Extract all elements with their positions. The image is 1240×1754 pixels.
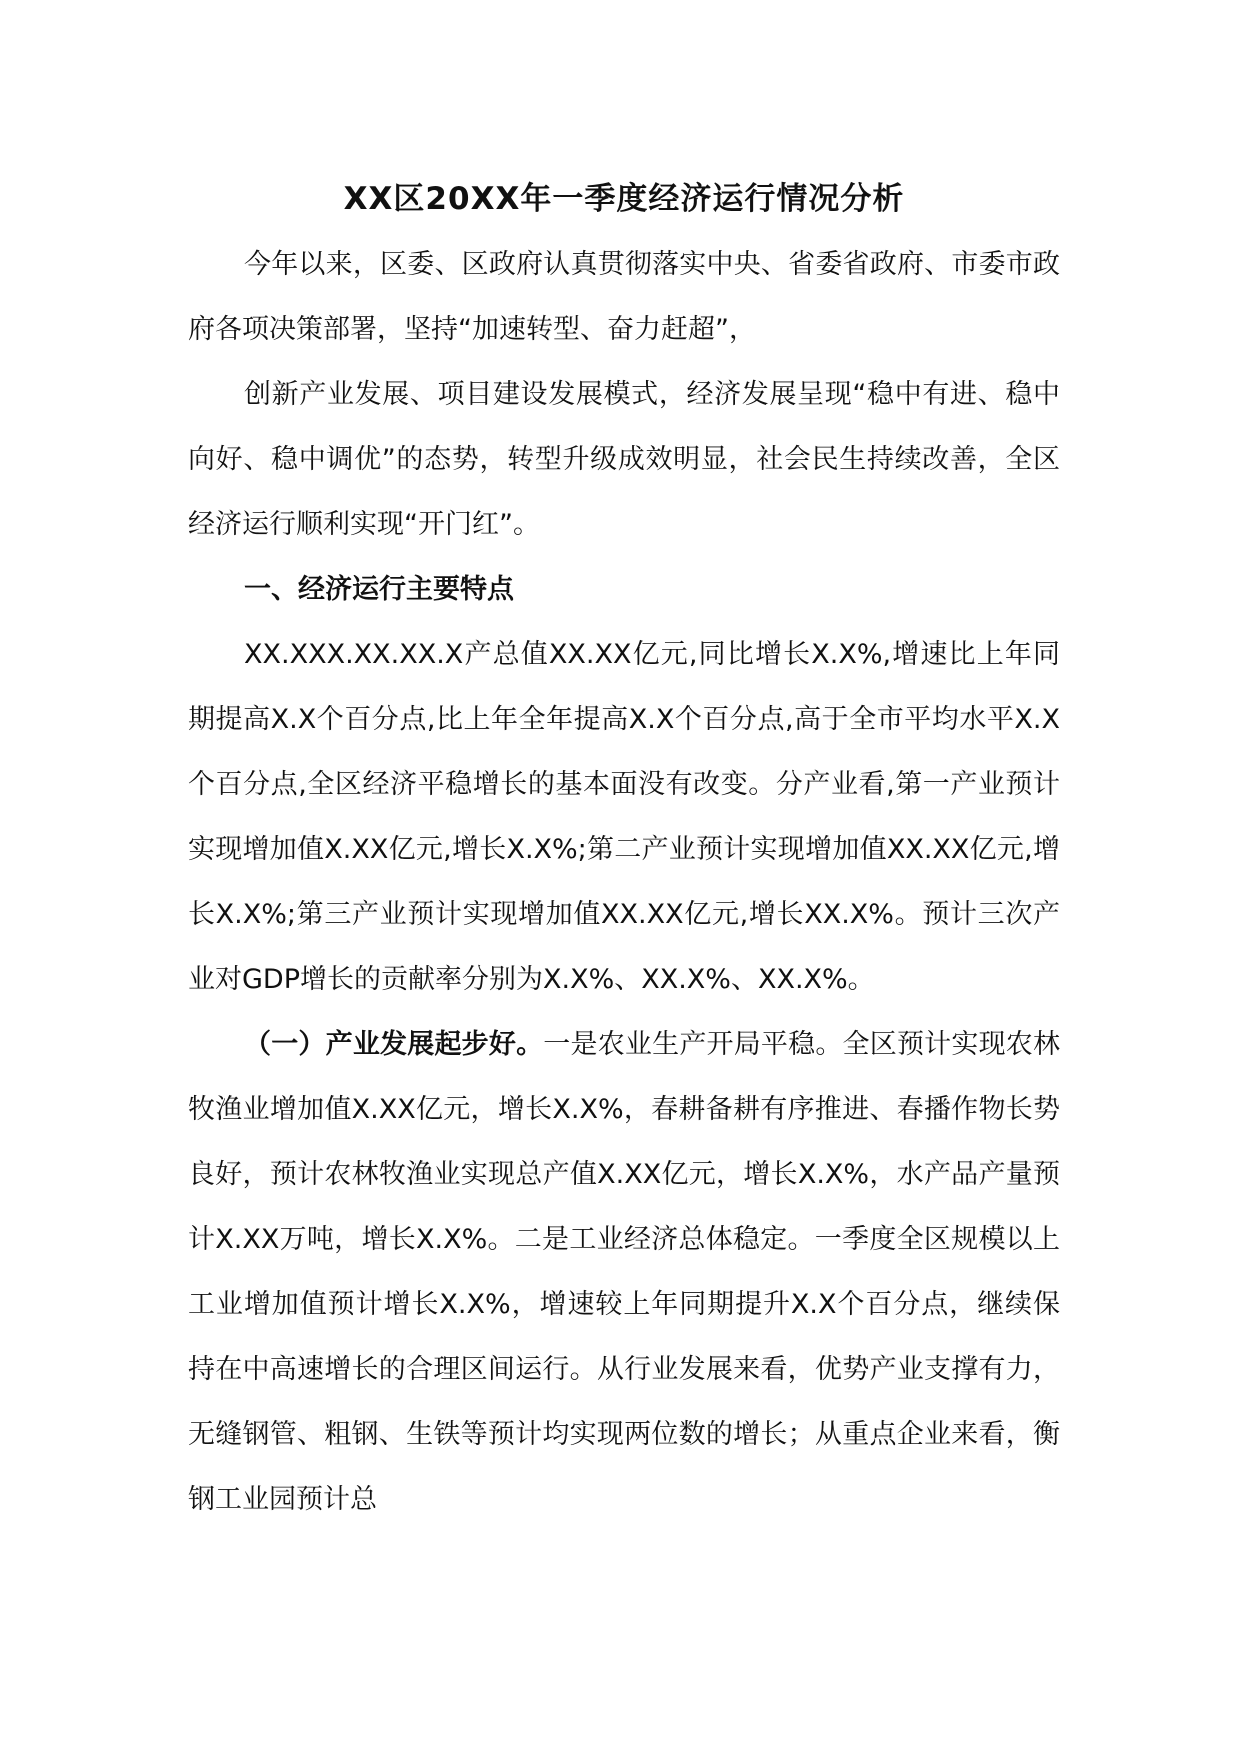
paragraph-intro-2: 创新产业发展、项目建设发展模式，经济发展呈现“稳中有进、稳中向好、稳中调优”的态势，转型升级成效明显，社会民生持续改善，全区经济运行顺利实现“开门红”。 [188, 379, 1060, 540]
subsection-heading-1: （一）产业发展起步好。 [244, 1029, 544, 1060]
document-page [188, 170, 1060, 1532]
document-title: XX区20XX年一季度经济运行情况分析 [343, 181, 905, 217]
paragraph-intro-1: 今年以来，区委、区政府认真贯彻落实中央、省委省政府、市委市政府各项决策部署，坚持“加速转型、奋力赶超”， [188, 249, 1060, 345]
paragraph-industry [188, 1012, 1060, 1532]
paragraph-overview: XX.XXX.XX.XX.X产总值XX.XX亿元,同比增长X.X%,增速比上年同期提高X.X个百分点,比上年全年提高X.X个百分点,高于全市平均水平X.X个百分点,全区经济平稳增长的基本面没有改变。分产业看,第一产业预计实现增加值X.XX亿元,增长X.X%;第二产业预计实现增加值XX.XX亿元,增长X.X%;第三产业预计实现增加值XX.XX亿元,增长XX.X%。预计三次产业对GDP增长的贡献率分别为X.X%、XX.X%、XX.X%。 [188, 639, 1060, 995]
section-heading-1: 一、经济运行主要特点 [244, 574, 514, 605]
paragraph-industry-body: 一是农业生产开局平稳。全区预计实现农林牧渔业增加值X.XX亿元，增长X.X%，春耕备耕有序推进、春播作物长势良好，预计农林牧渔业实现总产值X.XX亿元，增长X.X%，水产品产量预计X.XX万吨，增长X.X%。二是工业经济总体稳定。一季度全区规模以上工业增加值预计增长X.X%，增速较上年同期提升X.X个百分点，继续保持在中高速增长的合理区间运行。从行业发展来看，优势产业支撑有力，无缝钢管、粗钢、生铁等预计均实现两位数的增长；从重点企业来看，衡钢工业园预计总 [188, 1029, 1061, 1515]
